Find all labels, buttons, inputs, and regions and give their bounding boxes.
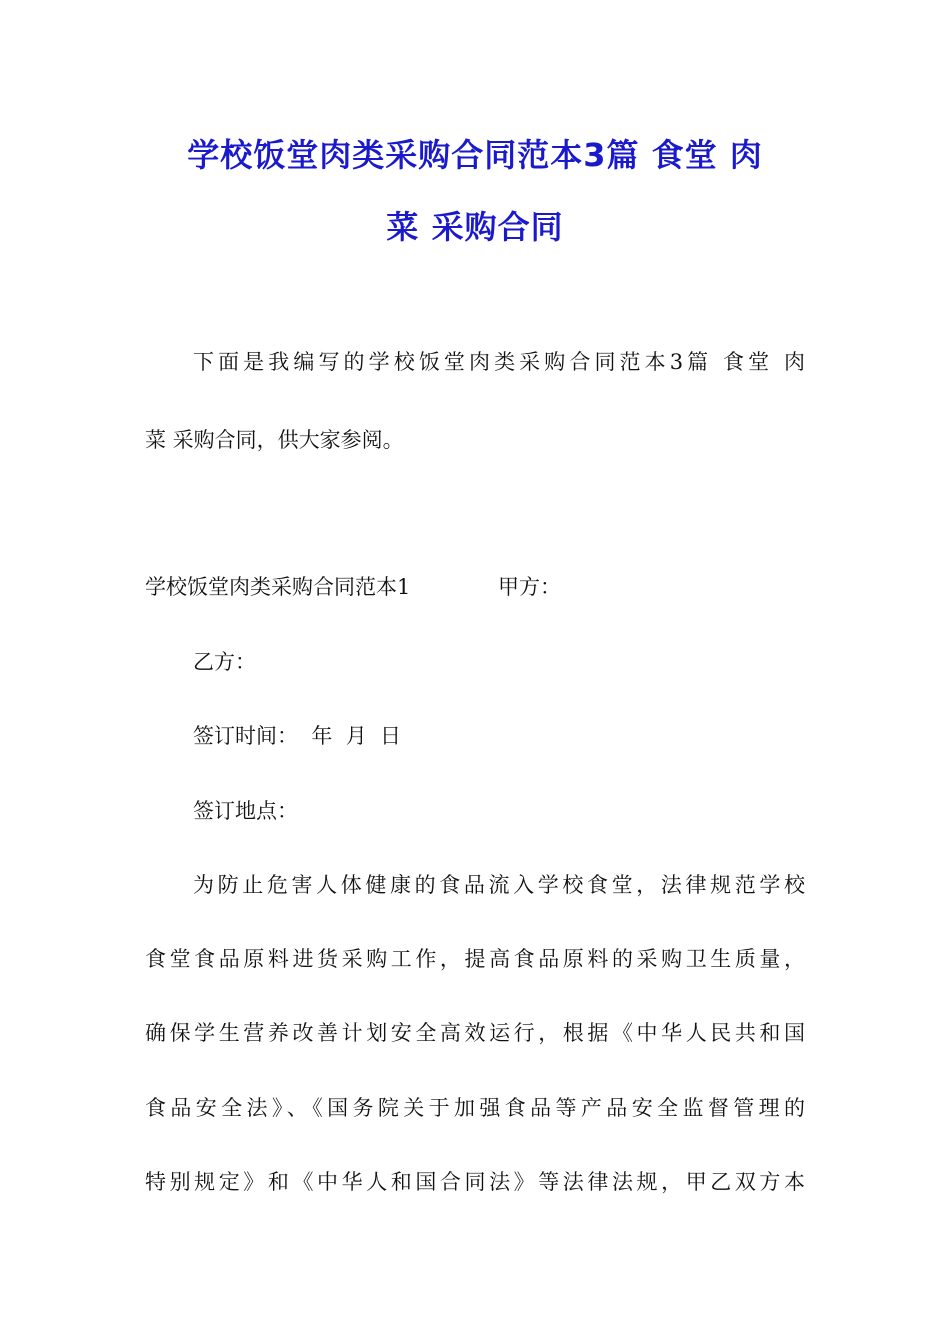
body-paragraph-line: 特别规定》和《中华人和国合同法》等法律法规，甲乙双方本 — [145, 1170, 805, 1194]
contract-heading: 学校饭堂肉类采购合同范本1 — [145, 575, 411, 599]
party-b-label: 乙方： — [193, 650, 256, 674]
body-paragraph-line: 为防止危害人体健康的食品流入学校食堂，法律规范学校 — [193, 873, 805, 897]
sign-place-label: 签订地点： — [193, 799, 298, 823]
intro-line-2: 菜 采购合同，供大家参阅。 — [145, 428, 404, 452]
body-paragraph-line: 食品安全法》、《国务院关于加强食品等产品安全监督管理的 — [145, 1096, 805, 1120]
party-a-label: 甲方： — [498, 575, 561, 599]
body-paragraph-line: 确保学生营养改善计划安全高效运行，根据《中华人民共和国 — [145, 1021, 805, 1045]
document-title-line-1: 学校饭堂肉类采购合同范本3篇 食堂 肉 — [187, 136, 763, 174]
body-paragraph-line: 食堂食品原料进货采购工作，提高食品原料的采购卫生质量， — [145, 947, 805, 971]
document-title-line-2: 菜 采购合同 — [386, 208, 564, 246]
sign-time-label: 签订时间： 年 月 日 — [193, 724, 402, 748]
intro-line-1: 下面是我编写的学校饭堂肉类采购合同范本3篇 食堂 肉 — [193, 350, 805, 374]
